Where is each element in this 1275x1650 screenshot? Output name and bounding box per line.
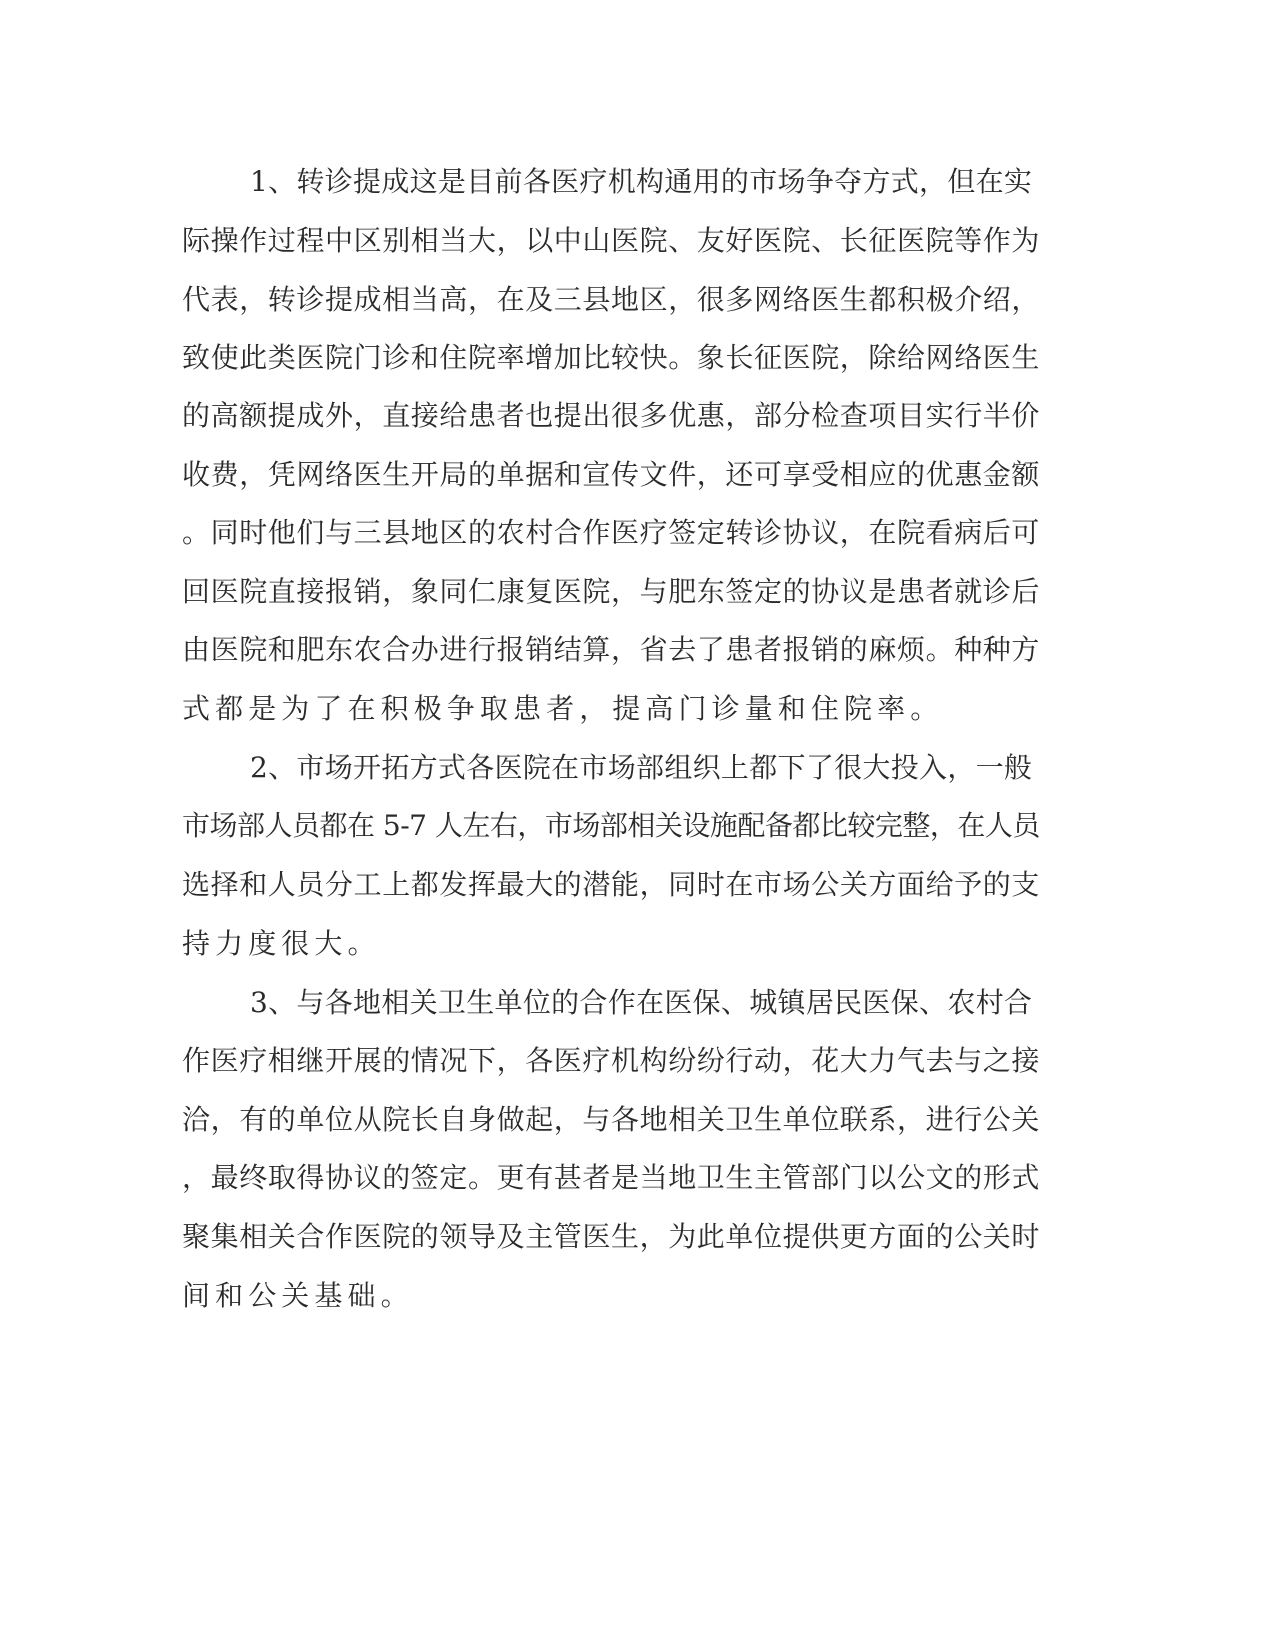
paragraph-line: 由医院和肥东农合办进行报销结算，省去了患者报销的麻烦。种种方 [182,633,1041,666]
paragraph-line: 2、市场开拓方式各医院在市场部组织上都下了很大投入，一般 [250,751,1033,784]
paragraph-line: ，最终取得协议的签定。更有甚者是当地卫生主管部门以公文的形式 [182,1161,1041,1194]
paragraph-line: 选择和人员分工上都发挥最大的潜能，同时在市场公关方面给予的支 [182,868,1041,901]
paragraph-line: 的高额提成外，直接给患者也提出很多优惠，部分检查项目实行半价 [182,399,1041,432]
paragraph-line: 。同时他们与三县地区的农村合作医疗签定转诊协议，在院看病后可 [182,516,1041,549]
paragraph-line: 回医院直接报销，象同仁康复医院，与肥东签定的协议是患者就诊后 [182,575,1041,608]
paragraph-line: 代表，转诊提成相当高，在及三县地区，很多网络医生都积极介绍， [182,283,1041,316]
paragraph-line: 聚集相关合作医院的领导及主管医生，为此单位提供更方面的公关时 [182,1220,1041,1253]
paragraph-line: 致使此类医院门诊和住院率增加比较快。象长征医院，除给网络医生 [182,341,1041,374]
paragraph-line: 作医疗相继开展的情况下，各医疗机构纷纷行动，花大力气去与之接 [182,1044,1041,1077]
paragraph-line: 3、与各地相关卫生单位的合作在医保、城镇居民医保、农村合 [250,986,1033,1019]
paragraph-line: 持力度很大。 [182,927,381,960]
paragraph-line: 式都是为了在积极争取患者，提高门诊量和住院率。 [182,692,944,725]
paragraph-line: 1、转诊提成这是目前各医疗机构通用的市场争夺方式，但在实 [250,165,1033,198]
paragraph-line: 市场部人员都在 5-7 人左右，市场部相关设施配备都比较完整，在人员 [182,809,1040,842]
paragraph-line: 间和公关基础。 [182,1279,414,1312]
paragraph-line: 洽，有的单位从院长自身做起，与各地相关卫生单位联系，进行公关 [182,1103,1041,1136]
paragraph-line: 收费，凭网络医生开局的单据和宣传文件，还可享受相应的优惠金额 [182,458,1041,491]
paragraph-line: 际操作过程中区别相当大，以中山医院、友好医院、长征医院等作为 [182,224,1041,257]
